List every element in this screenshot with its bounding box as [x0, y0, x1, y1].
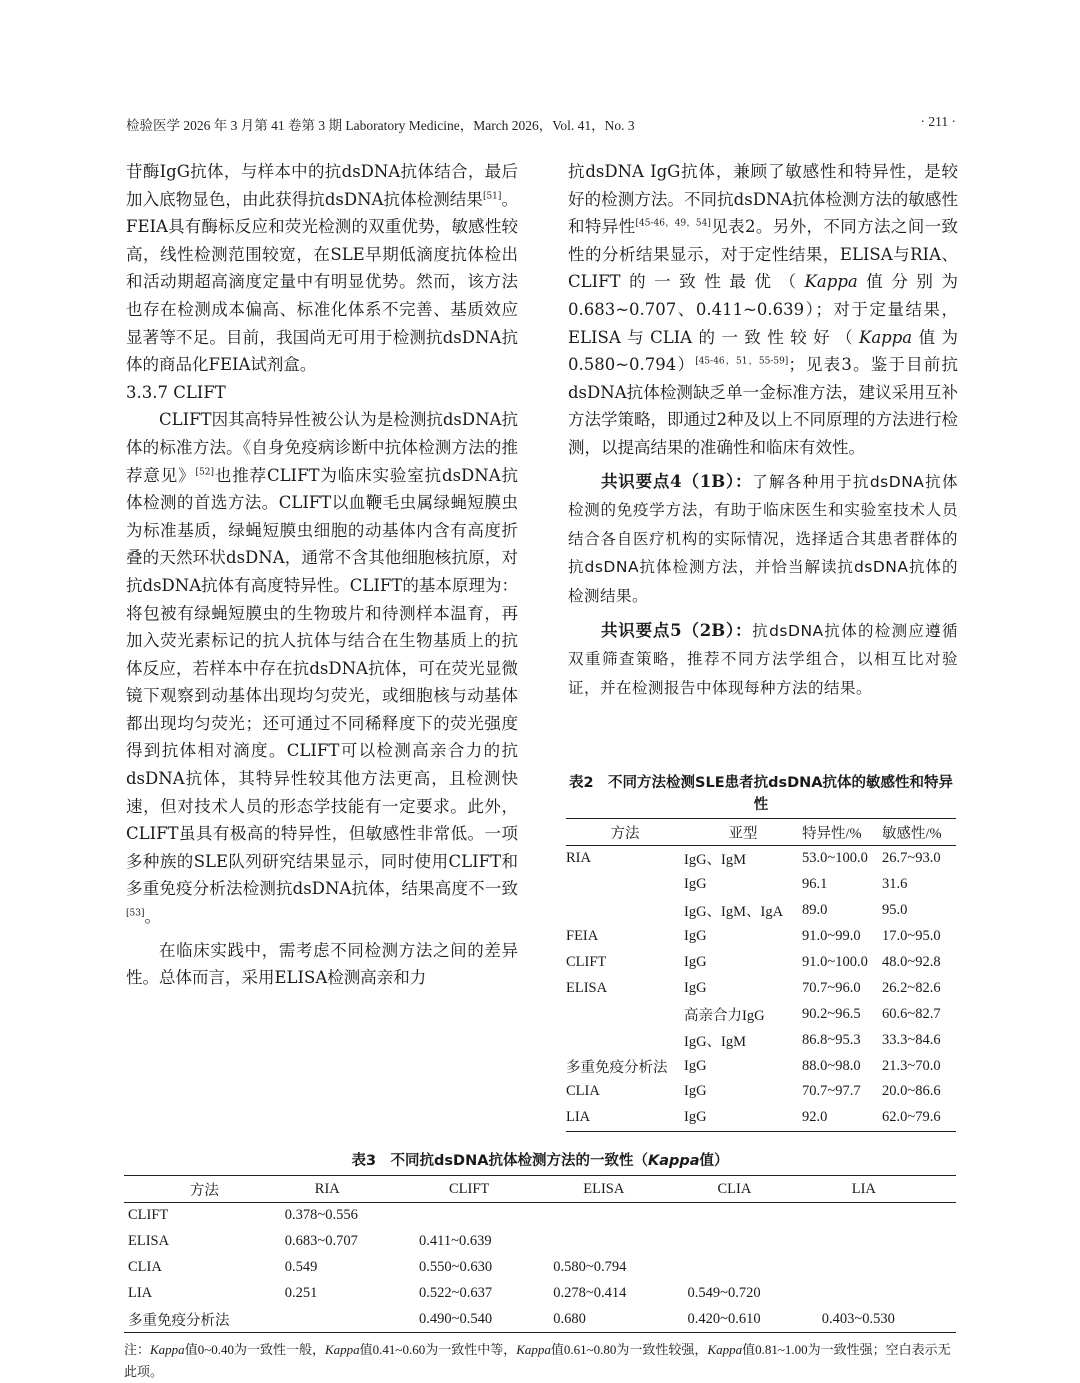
- table-cell: [822, 1203, 956, 1229]
- table-cell: 17.0~95.0: [882, 928, 941, 945]
- table-cell: [285, 1307, 419, 1333]
- table-row: [124, 1229, 956, 1255]
- table-cell: 0.550~0.630: [419, 1259, 493, 1276]
- table-cell: LIA: [566, 1105, 684, 1131]
- table-cell: ELISA: [566, 979, 608, 996]
- table-cell: CLIFT: [566, 954, 607, 970]
- table-cell: [687, 1229, 821, 1255]
- table-cell: 多重免疫分析法: [124, 1307, 285, 1333]
- table-cell: ELISA: [128, 1233, 170, 1250]
- col-header: 特异性/%: [802, 819, 882, 846]
- table-cell: 0.403~0.530: [822, 1307, 956, 1333]
- table-3-caption: 表3 不同抗dsDNA抗体检测方法的一致性（Kappa值）: [351, 1153, 729, 1169]
- consensus-point-4: 共识要点4（1B）：了解各种用于抗dsDNA抗体检测的免疫学方法，有助于临床医生和实验室技术人员结合各自医疗机构的实际情况，选择适合其患者群体的抗dsDNA抗体检测方法，并恰当解读抗dsDNA抗体的检测结果。: [568, 471, 958, 605]
- col-header: RIA: [285, 1176, 419, 1203]
- col-header: LIA: [822, 1176, 956, 1203]
- table-row: [124, 1203, 956, 1229]
- col-header: 敏感性/%: [882, 819, 956, 846]
- paragraph-methods: 抗dsDNA IgG抗体，兼顾了敏感性和特异性，是较好的检测方法。不同抗dsDNA抗体检测方法的敏感性和特异性[45-46，49，54]见表2。另外，不同方法之间一致性的分析结果显示，对于定性结果，ELISA与RIA、CLIFT的一致性最优（Kappa值分别为0.683~0.707、0.411~0.639）；对于定量结果，ELISA与CLIA的一致性较好（Kappa值为0.580~0.794）[45-46，51，55-59]；见表3。鉴于目前抗dsDNA抗体检测缺乏单一金标准方法，建议采用互补方法学策略，即通过2种及以上不同原理的方法进行检测，以提高结果的准确性和临床有效性。: [568, 162, 958, 457]
- table-cell: IgG、IgM: [684, 852, 747, 869]
- table-cell: [566, 1001, 684, 1027]
- table-cell: 91.0~99.0: [802, 928, 861, 945]
- table-row: [124, 1281, 956, 1307]
- table-cell: 0.378~0.556: [284, 1207, 358, 1224]
- right-column: [568, 158, 958, 702]
- table-cell: IgG: [684, 1083, 707, 1100]
- table-cell: IgG: [684, 1105, 802, 1131]
- table-row: [124, 1307, 956, 1333]
- paragraph-feia: 苷酶IgG抗体，与样本中的抗dsDNA抗体结合，最后加入底物显色，由此获得抗dsDNA抗体检测结果[51]。FEIA具有酶标反应和荧光检测的双重优势，敏感性较高，线性检测范围较宽，在SLE早期低滴度抗体检出和活动期超高滴度定量中有明显优势。然而，该方法也存在检测成本偏高、标准化体系不完善、基质效应显著等不足。目前，我国尚无可用于检测抗dsDNA抗体的商品化FEIA试剂盒。: [126, 162, 518, 375]
- table-cell: [566, 898, 684, 924]
- table-cell: 0.278~0.414: [553, 1285, 627, 1302]
- table-cell: IgG: [684, 954, 707, 970]
- table-cell: [687, 1203, 821, 1229]
- table-cell: 89.0: [802, 902, 828, 919]
- table-cell: 21.3~70.0: [882, 1057, 941, 1074]
- table-cell: 88.0~98.0: [802, 1057, 861, 1074]
- table-cell: 0.680: [553, 1307, 687, 1333]
- journal-info: 检验医学 2026 年 3 月第 41 卷第 3 期 Laboratory Medicine，March 2026，Vol. 41，No. 3: [126, 118, 635, 133]
- table-row: [566, 924, 956, 950]
- table-cell: 0.549: [284, 1259, 318, 1276]
- table-cell: 0.522~0.637: [419, 1285, 493, 1302]
- table-cell: 90.2~96.5: [802, 1005, 861, 1022]
- table-cell: 31.6: [882, 876, 908, 893]
- table-cell: 48.0~92.8: [882, 954, 941, 970]
- table-cell: IgG: [684, 979, 707, 996]
- table-cell: FEIA: [566, 928, 599, 945]
- table-cell: 70.7~97.7: [802, 1083, 861, 1100]
- table-cell: 62.0~79.6: [882, 1105, 956, 1131]
- table-cell: [566, 872, 684, 898]
- table-cell: 96.1: [802, 876, 828, 893]
- table-cell: 高亲合力IgG: [684, 1007, 765, 1024]
- table-row: [124, 1255, 956, 1281]
- table-row: [566, 846, 956, 872]
- table-cell: IgG、IgM: [684, 1033, 747, 1050]
- table-2: [566, 772, 956, 1132]
- table-cell: 0.420~0.610: [687, 1307, 821, 1333]
- table-cell: RIA: [566, 850, 591, 867]
- table-cell: 70.7~96.0: [802, 979, 861, 996]
- table-cell: CLIFT: [128, 1207, 169, 1224]
- table-row: [566, 1027, 956, 1053]
- table-header-row: [566, 819, 956, 846]
- table-cell: [553, 1203, 687, 1229]
- col-header: 方法: [566, 819, 684, 846]
- table-row: [566, 872, 956, 898]
- table-cell: IgG、IgM、IgA: [684, 904, 784, 921]
- table-cell: 0.580~0.794: [553, 1259, 627, 1276]
- table-cell: [566, 1027, 684, 1053]
- table-row: [566, 1105, 956, 1131]
- table-cell: 多重免疫分析法: [566, 1059, 668, 1076]
- table-cell: [687, 1255, 821, 1281]
- table-cell: LIA: [128, 1285, 153, 1302]
- consensus-point-5: 共识要点5（2B）：抗dsDNA抗体的检测应遵循双重筛查策略，推荐不同方法学组合，以相互比对验证，并在检测报告中体现每种方法的结果。: [568, 620, 958, 697]
- table-cell: [553, 1229, 687, 1255]
- table-cell: 26.7~93.0: [882, 850, 941, 867]
- table-cell: IgG: [684, 876, 707, 893]
- paragraph-clift: CLIFT因其高特异性被公认为是检测抗dsDNA抗体的标准方法。《自身免疫病诊断中抗体检测方法的推荐意见》[52]也推荐CLIFT为临床实验室抗dsDNA抗体检测的首选方法。CLIFT以血鞭毛虫属绿蝇短膜虫为标准基质，绿蝇短膜虫细胞的动基体内含有高度折叠的天然环状dsDNA，通常不含其他细胞核抗原，对抗dsDNA抗体有高度特异性。CLIFT的基本原理为：将包被有绿蝇短膜虫的生物玻片和待测样本温育，再加入荧光素标记的抗人抗体与结合在生物基质上的抗体反应，若样本中存在抗dsDNA抗体，可在荧光显微镜下观察到动基体出现均匀荧光，或细胞核与动基体都出现均匀荧光；还可通过不同稀释度下的荧光强度得到抗体相对滴度。CLIFT可以检测高亲合力的抗dsDNA抗体，其特异性较其他方法更高，且检测快速，但对技术人员的形态学技能有一定要求。此外，CLIFT虽具有极高的特异性，但敏感性非常低。一项多种族的SLE队列研究结果显示，同时使用CLIFT和多重免疫分析法检测抗dsDNA抗体，结果高度不一致[53]。: [126, 410, 519, 927]
- table-cell: [822, 1281, 956, 1307]
- table-row: [566, 975, 956, 1001]
- table-row: [566, 1001, 956, 1027]
- table-cell: 86.8~95.3: [802, 1031, 861, 1048]
- table-3-note: 注：Kappa值0~0.40为一致性一般，Kappa值0.41~0.60为一致性中等，Kappa值0.61~0.80为一致性较强，Kappa值0.81~1.00为一致性强；空白表示无此项。: [124, 1342, 951, 1380]
- table-cell: IgG: [684, 1057, 707, 1074]
- table-2-grid: [566, 818, 956, 1132]
- table-cell: 60.6~82.7: [882, 1005, 941, 1022]
- table-cell: CLIA: [128, 1259, 162, 1276]
- table-cell: [822, 1229, 956, 1255]
- table-row: [566, 898, 956, 924]
- table-cell: 0.490~0.540: [419, 1307, 553, 1333]
- table-header-row: [124, 1176, 956, 1203]
- left-column: [126, 158, 518, 992]
- col-header: ELISA: [553, 1176, 687, 1203]
- table-cell: 26.2~82.6: [882, 979, 941, 996]
- table-cell: 92.0: [802, 1105, 882, 1131]
- section-heading-clift: 3.3.7 CLIFT: [126, 382, 226, 402]
- table-row: [566, 1079, 956, 1105]
- table-cell: 53.0~100.0: [802, 850, 868, 867]
- table-cell: CLIA: [566, 1083, 600, 1100]
- table-3: [124, 1150, 956, 1383]
- table-cell: 0.549~0.720: [687, 1285, 761, 1302]
- col-header: CLIA: [687, 1176, 821, 1203]
- table-cell: 0.683~0.707: [284, 1233, 358, 1250]
- table-cell: [419, 1203, 553, 1229]
- table-3-grid: [124, 1175, 956, 1333]
- table-row: [566, 1053, 956, 1079]
- table-cell: 20.0~86.6: [882, 1083, 941, 1100]
- table-cell: [822, 1255, 956, 1281]
- col-header: CLIFT: [419, 1176, 553, 1203]
- table-cell: 0.411~0.639: [419, 1233, 492, 1250]
- col-header: 亚型: [684, 819, 802, 846]
- table-cell: IgG: [684, 928, 707, 945]
- table-cell: 0.251: [284, 1285, 318, 1302]
- table-cell: 91.0~100.0: [802, 954, 868, 970]
- table-row: [566, 950, 956, 976]
- running-header: [126, 114, 956, 134]
- paragraph-practice: 在临床实践中，需考虑不同检测方法之间的差异性。总体而言，采用ELISA检测高亲和力: [126, 940, 518, 988]
- page-number: · 211 ·: [920, 114, 956, 129]
- col-header: 方法: [124, 1176, 285, 1203]
- table-cell: 95.0: [882, 902, 908, 919]
- table-2-caption: 表2 不同方法检测SLE患者抗dsDNA抗体的敏感性和特异性: [568, 775, 954, 813]
- table-cell: 33.3~84.6: [882, 1031, 941, 1048]
